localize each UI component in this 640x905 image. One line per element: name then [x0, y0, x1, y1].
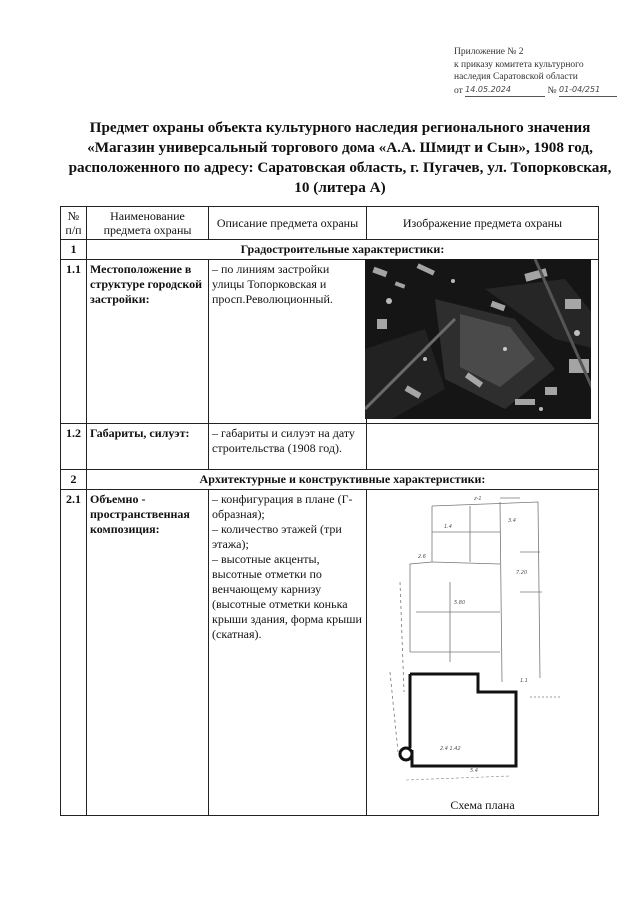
svg-text:2.4 1.42: 2.4 1.42 — [440, 746, 461, 752]
svg-text:3.4: 3.4 — [508, 518, 516, 524]
row-num: 2.1 — [61, 490, 87, 816]
plan-scheme-drawing — [370, 492, 594, 792]
row-image — [367, 490, 599, 816]
date-field — [465, 84, 545, 98]
header-image: Изображение предмета охраны — [367, 207, 599, 240]
title-line-2: «Магазин универсальный торгового дома «А.А. Шмидт и Сын», 1908 год, — [87, 139, 593, 156]
desc-item: – высотные акценты, высотные отметки по венчающему карнизу (высотные отметки конька крыши здания, форма крыши (скатная). — [212, 552, 362, 641]
desc-item: – конфигурация в плане (Г-образная); — [212, 492, 353, 521]
row-desc — [209, 490, 367, 816]
desc-item: – количество этажей (три этажа); — [212, 522, 342, 551]
section-row-1 — [61, 240, 599, 260]
table-row — [61, 424, 599, 470]
row-desc: – габариты и силуэт на дату строительства (1908 год). — [209, 424, 367, 470]
document-title — [60, 118, 620, 198]
svg-text:7.20: 7.20 — [516, 570, 528, 576]
appendix-signature-line — [454, 84, 634, 98]
svg-text:z-1: z-1 — [474, 496, 482, 502]
svg-text:1.4: 1.4 — [444, 524, 452, 530]
table-row — [61, 490, 599, 816]
section-title: Градостроительные характеристики: — [87, 240, 599, 260]
plan-caption: Схема плана — [450, 798, 515, 812]
row-name: Объемно - пространственная композиция: — [87, 490, 209, 816]
section-row-2 — [61, 470, 599, 490]
svg-text:1.1: 1.1 — [520, 678, 528, 684]
section-num: 1 — [61, 240, 87, 260]
row-num: 1.2 — [61, 424, 87, 470]
table-row — [61, 260, 599, 424]
row-image-empty — [367, 424, 599, 470]
title-line-3: расположенного по адресу: Саратовская область, г. Пугачев, ул. Топорковская, — [68, 159, 612, 176]
aerial-photo — [365, 259, 591, 419]
row-num: 1.1 — [61, 260, 87, 424]
protection-table — [60, 206, 599, 816]
appendix-line-3: наследия Саратовской области — [454, 72, 578, 82]
number-field — [559, 84, 617, 98]
number-label: № — [547, 85, 557, 96]
header-num: № п/п — [61, 207, 87, 240]
svg-text:2.6: 2.6 — [418, 554, 426, 560]
appendix-line-1: Приложение № 2 — [454, 47, 524, 57]
svg-text:5.4: 5.4 — [470, 768, 478, 774]
appendix-block — [454, 46, 634, 97]
row-name: Габариты, силуэт: — [87, 424, 209, 470]
number-handwritten: 01-04/251 — [558, 84, 601, 94]
section-num: 2 — [61, 470, 87, 490]
section-title: Архитектурные и конструктивные характеристики: — [87, 470, 599, 490]
table-header-row — [61, 207, 599, 240]
header-name: Наименование предмета охраны — [87, 207, 209, 240]
title-line-1: Предмет охраны объекта культурного наследия регионального значения — [89, 119, 591, 136]
header-desc: Описание предмета охраны — [209, 207, 367, 240]
row-image — [367, 260, 599, 424]
title-line-4: 10 (литера А) — [294, 179, 386, 196]
aerial-photo-image — [365, 259, 591, 419]
from-label: от — [454, 85, 463, 96]
svg-text:5.80: 5.80 — [454, 600, 466, 606]
row-desc: – по линиям застройки улицы Топорковская и просп.Революционный. — [209, 260, 367, 424]
date-handwritten: 14.05.2024 — [465, 84, 511, 94]
appendix-line-2: к приказу комитета культурного — [454, 59, 584, 70]
row-name: Местоположение в структуре городской застройки: — [87, 260, 209, 424]
